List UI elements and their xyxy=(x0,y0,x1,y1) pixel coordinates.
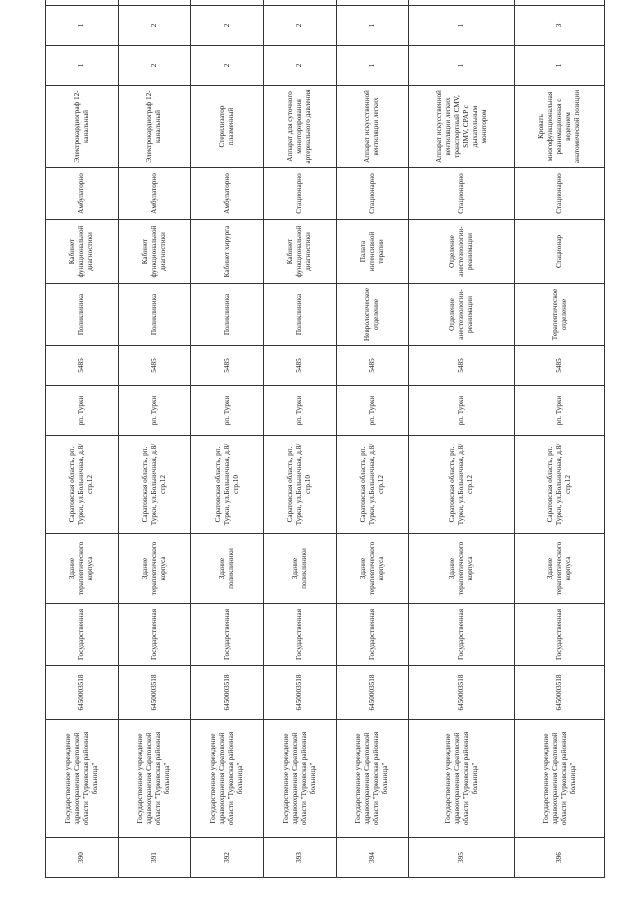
cell-id: 395 xyxy=(409,838,515,878)
cell-dept: Отделение анестезиологии-реанимации xyxy=(409,284,515,346)
cell-order xyxy=(336,0,409,6)
cell-code: 5485 xyxy=(336,346,409,386)
cell-inn: 6450003518 xyxy=(191,666,264,720)
cell-qty1: 1 xyxy=(46,46,119,86)
cell-org: Государственное учреждение здравоохранения Саратовской области "Турковская районная больница" xyxy=(118,720,191,838)
cell-building: Здание терапевтического корпуса xyxy=(515,534,605,604)
cell-inn: 6450003518 xyxy=(336,666,409,720)
cell-dept: Поликлиника xyxy=(263,284,336,346)
cell-order xyxy=(118,0,191,6)
cell-org: Государственное учреждение здравоохранения Саратовской области "Турковская районная больница" xyxy=(46,720,119,838)
cell-qty1: 2 xyxy=(191,46,264,86)
cell-building: Здание терапевтического корпуса xyxy=(46,534,119,604)
table-body xyxy=(46,0,605,878)
cell-inn: 6450003518 xyxy=(118,666,191,720)
cell-ownership: Государственная xyxy=(46,604,119,666)
cell-locality: рп. Турки xyxy=(263,386,336,436)
cell-code: 5485 xyxy=(191,346,264,386)
cell-locality: рп. Турки xyxy=(191,386,264,436)
cell-inn: 6450003518 xyxy=(409,666,515,720)
cell-inn: 6450003518 xyxy=(46,666,119,720)
cell-address: Саратовская область, рп. Турки, ул.Больничная, д.8/стр.12 xyxy=(118,436,191,534)
cell-ownership: Государственная xyxy=(515,604,605,666)
cell-order xyxy=(409,0,515,6)
cell-conditions: Стационарно xyxy=(515,168,605,220)
cell-building: Здание поликлиники xyxy=(263,534,336,604)
cell-locality: рп. Турки xyxy=(409,386,515,436)
cell-dept: Терапевтическое отделение xyxy=(515,284,605,346)
cell-locality: рп. Турки xyxy=(118,386,191,436)
cell-address: Саратовская область, рп. Турки, ул.Больничная, д.8/стр.10 xyxy=(191,436,264,534)
cell-equipment: Кровать многофункциональная реанимационная с ведением анатомической позиции xyxy=(515,86,605,168)
cell-conditions: Стационарно xyxy=(409,168,515,220)
cell-dept: Поликлиника xyxy=(118,284,191,346)
cell-building: Здание поликлиники xyxy=(191,534,264,604)
cell-qty2: 1 xyxy=(409,6,515,46)
cell-dept: Неврологическое отделение xyxy=(336,284,409,346)
cell-conditions: Амбулаторно xyxy=(191,168,264,220)
cell-org: Государственное учреждение здравоохранения Саратовской области "Турковская районная больница" xyxy=(409,720,515,838)
cell-address: Саратовская область, рп. Турки, ул.Больничная, д.8/стр.10 xyxy=(263,436,336,534)
cell-org: Государственное учреждение здравоохранения Саратовской области "Турковская районная больница" xyxy=(191,720,264,838)
cell-equipment: Стерилизатор плазменный xyxy=(191,86,264,168)
cell-locality: рп. Турки xyxy=(336,386,409,436)
cell-id: 393 xyxy=(263,838,336,878)
cell-ownership: Государственная xyxy=(118,604,191,666)
cell-conditions: Амбулаторно xyxy=(118,168,191,220)
cell-order xyxy=(263,0,336,6)
equipment-table xyxy=(45,0,605,878)
cell-code: 5485 xyxy=(409,346,515,386)
cell-cabinet: Отделение анестезиологии-реанимации xyxy=(409,220,515,284)
cell-id: 391 xyxy=(118,838,191,878)
cell-dept: Поликлиника xyxy=(191,284,264,346)
cell-qty1: 2 xyxy=(118,46,191,86)
cell-conditions: Стационарно xyxy=(263,168,336,220)
cell-qty2: 2 xyxy=(118,6,191,46)
cell-locality: рп. Турки xyxy=(515,386,605,436)
cell-equipment: Аппарат искусственной вентиляции легких xyxy=(336,86,409,168)
cell-locality: рп. Турки xyxy=(46,386,119,436)
cell-address: Саратовская область, рп. Турки, ул.Больничная, д.8/стр.12 xyxy=(409,436,515,534)
cell-address: Саратовская область, рп. Турки, ул.Больничная, д.8/стр.12 xyxy=(515,436,605,534)
cell-order xyxy=(515,0,605,6)
cell-cabinet: Стационар xyxy=(515,220,605,284)
cell-id: 390 xyxy=(46,838,119,878)
cell-equipment: Аппарат искусственной вентиляции легких транспортный CMV, SIMV, CPAP с дыхательным монитором xyxy=(409,86,515,168)
cell-qty2: 3 xyxy=(515,6,605,46)
cell-qty2: 2 xyxy=(263,6,336,46)
cell-ownership: Государственная xyxy=(409,604,515,666)
cell-qty2: 1 xyxy=(46,6,119,46)
table-row xyxy=(191,0,264,878)
cell-dept: Поликлиника xyxy=(46,284,119,346)
cell-cabinet: Кабинет функциональной диагностики xyxy=(118,220,191,284)
cell-qty2: 2 xyxy=(191,6,264,46)
cell-ownership: Государственная xyxy=(263,604,336,666)
cell-cabinet: Кабинет хирурга xyxy=(191,220,264,284)
cell-ownership: Государственная xyxy=(191,604,264,666)
cell-code: 5485 xyxy=(515,346,605,386)
cell-org: Государственное учреждение здравоохранения Саратовской области "Турковская районная больница" xyxy=(336,720,409,838)
cell-equipment: Аппарат для суточного мониторирования артериального давления xyxy=(263,86,336,168)
cell-inn: 6450003518 xyxy=(263,666,336,720)
rotated-table-page xyxy=(45,18,605,878)
cell-address: Саратовская область, рп. Турки, ул.Больничная, д.8/стр.12 xyxy=(46,436,119,534)
cell-id: 394 xyxy=(336,838,409,878)
cell-org: Государственное учреждение здравоохранения Саратовской области "Турковская районная больница" xyxy=(515,720,605,838)
cell-id: 392 xyxy=(191,838,264,878)
cell-building: Здание терапевтического корпуса xyxy=(409,534,515,604)
cell-cabinet: Палата интенсивной терапии xyxy=(336,220,409,284)
cell-qty1: 2 xyxy=(263,46,336,86)
table-row xyxy=(263,0,336,878)
cell-conditions: Амбулаторно xyxy=(46,168,119,220)
table-row xyxy=(46,0,119,878)
cell-code: 5485 xyxy=(263,346,336,386)
cell-qty1: 1 xyxy=(409,46,515,86)
cell-code: 5485 xyxy=(46,346,119,386)
cell-cabinet: Кабинет функциональной диагностики xyxy=(46,220,119,284)
cell-inn: 6450003518 xyxy=(515,666,605,720)
cell-conditions: Стационарно xyxy=(336,168,409,220)
cell-qty2: 1 xyxy=(336,6,409,46)
table-row xyxy=(515,0,605,878)
cell-qty1: 1 xyxy=(515,46,605,86)
cell-org: Государственное учреждение здравоохранения Саратовской области "Турковская районная больница" xyxy=(263,720,336,838)
cell-order xyxy=(191,0,264,6)
cell-id: 396 xyxy=(515,838,605,878)
table-row xyxy=(118,0,191,878)
cell-code: 5485 xyxy=(118,346,191,386)
cell-ownership: Государственная xyxy=(336,604,409,666)
cell-order xyxy=(46,0,119,6)
cell-building: Здание терапевтического корпуса xyxy=(336,534,409,604)
cell-cabinet: Кабинет функциональной диагностики xyxy=(263,220,336,284)
cell-qty1: 1 xyxy=(336,46,409,86)
table-row xyxy=(409,0,515,878)
cell-address: Саратовская область, рп. Турки, ул.Больничная, д.8/стр.12 xyxy=(336,436,409,534)
cell-equipment: Электрокардиограф 12-канальный xyxy=(46,86,119,168)
cell-equipment: Электрокардиограф 12-канальный xyxy=(118,86,191,168)
table-row xyxy=(336,0,409,878)
cell-building: Здание терапевтического корпуса xyxy=(118,534,191,604)
